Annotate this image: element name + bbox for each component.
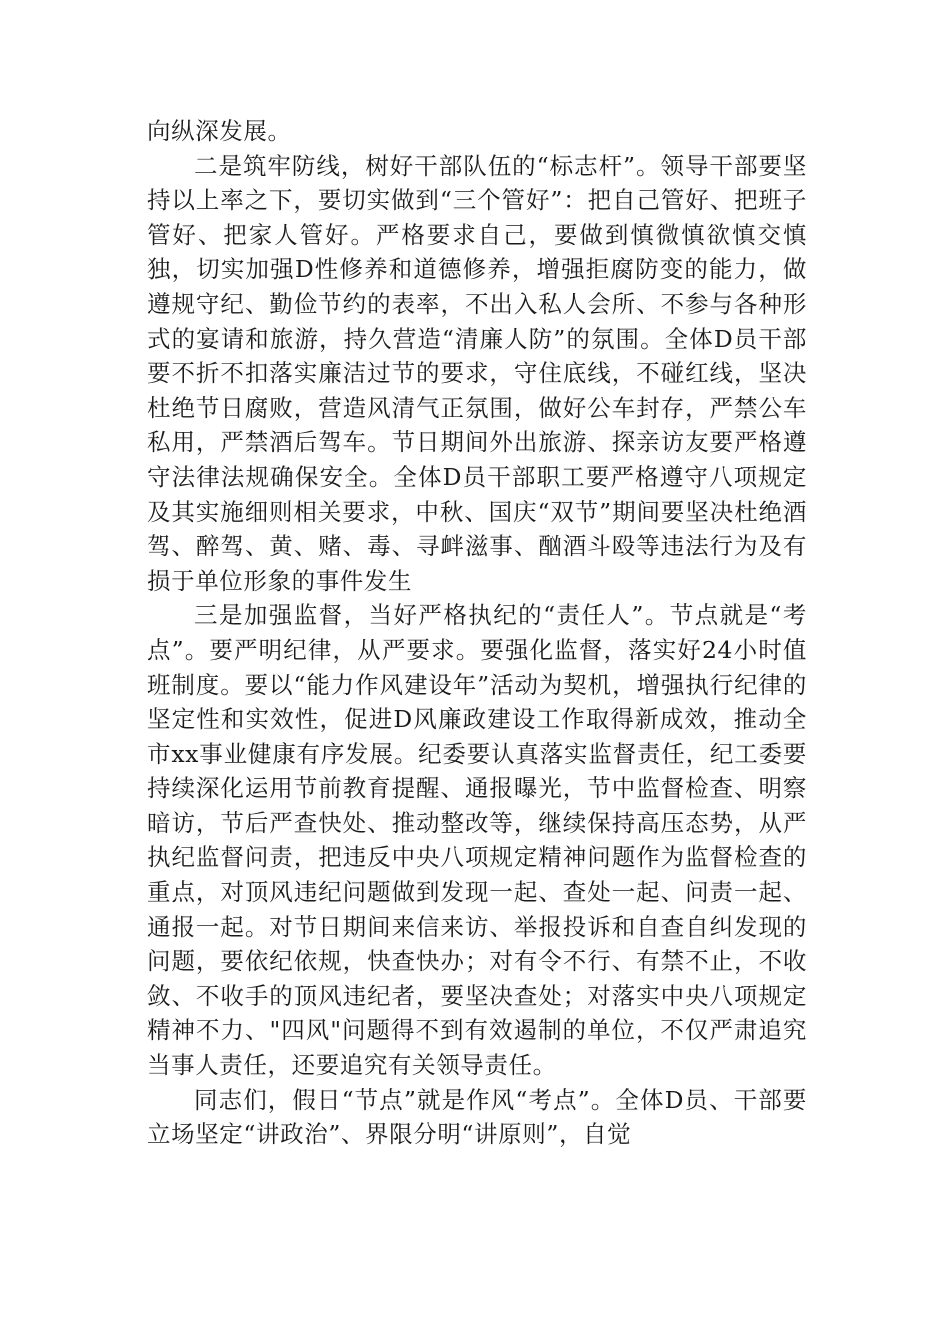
- paragraph-second-point: 二是筑牢防线，树好干部队伍的“标志杆”。领导干部要坚持以上率之下，要切实做到“三个管好”：把自己管好、把班子管好、把家人管好。严格要求自己，要做到慎微慎欲慎交慎独，切实加强D性修养和道德修养，增强拒腐防变的能力，做遵规守纪、勤俭节约的表率，不出入私人会所、不参与各种形式的宴请和旅游，持久营造“清廉人防”的氛围。全体D员干部要不折不扣落实廉洁过节的要求，守住底线，不碰红线，坚决杜绝节日腐败，营造风清气正氛围，做好公车封存，严禁公车私用，严禁酒后驾车。节日期间外出旅游、探亲访友要严格遵守法律法规确保安全。全体D员干部职工要严格遵守八项规定及其实施细则相关要求，中秋、国庆“双节”期间要坚决杜绝酒驾、醉驾、黄、赌、毒、寻衅滋事、酗酒斗殴等违法行为及有损于单位形象的事件发生: [147, 151, 807, 595]
- paragraph-closing: 同志们，假日“节点”就是作风“考点”。全体D员、干部要立场坚定“讲政治”、界限分明“讲原则”，自觉: [147, 1085, 807, 1149]
- document-body: [147, 114, 807, 1152]
- paragraph-third-point: 三是加强监督，当好严格执纪的“责任人”。节点就是“考点”。要严明纪律，从严要求。要强化监督，落实好24小时值班制度。要以“能力作风建设年”活动为契机，增强执行纪律的坚定性和实效性，促进D风廉政建设工作取得新成效，推动全市xx事业健康有序发展。纪委要认真落实监督责任，纪工委要持续深化运用节前教育提醒、通报曝光，节中监督检查、明察暗访，节后严查快处、推动整改等，继续保持高压态势，从严执纪监督问责，把违反中央八项规定精神问题作为监督检查的重点，对顶风违纪问题做到发现一起、查处一起、问责一起、通报一起。对节日期间来信来访、举报投诉和自查自纠发现的问题，要依纪依规，快查快办；对有令不行、有禁不止，不收敛、不收手的顶风违纪者，要坚决查处；对落实中央八项规定精神不力、"四风"问题得不到有效遏制的单位，不仅严肃追究当事人责任，还要追究有关领导责任。: [147, 601, 807, 1080]
- paragraph-continuation: 向纵深发展。: [147, 117, 292, 145]
